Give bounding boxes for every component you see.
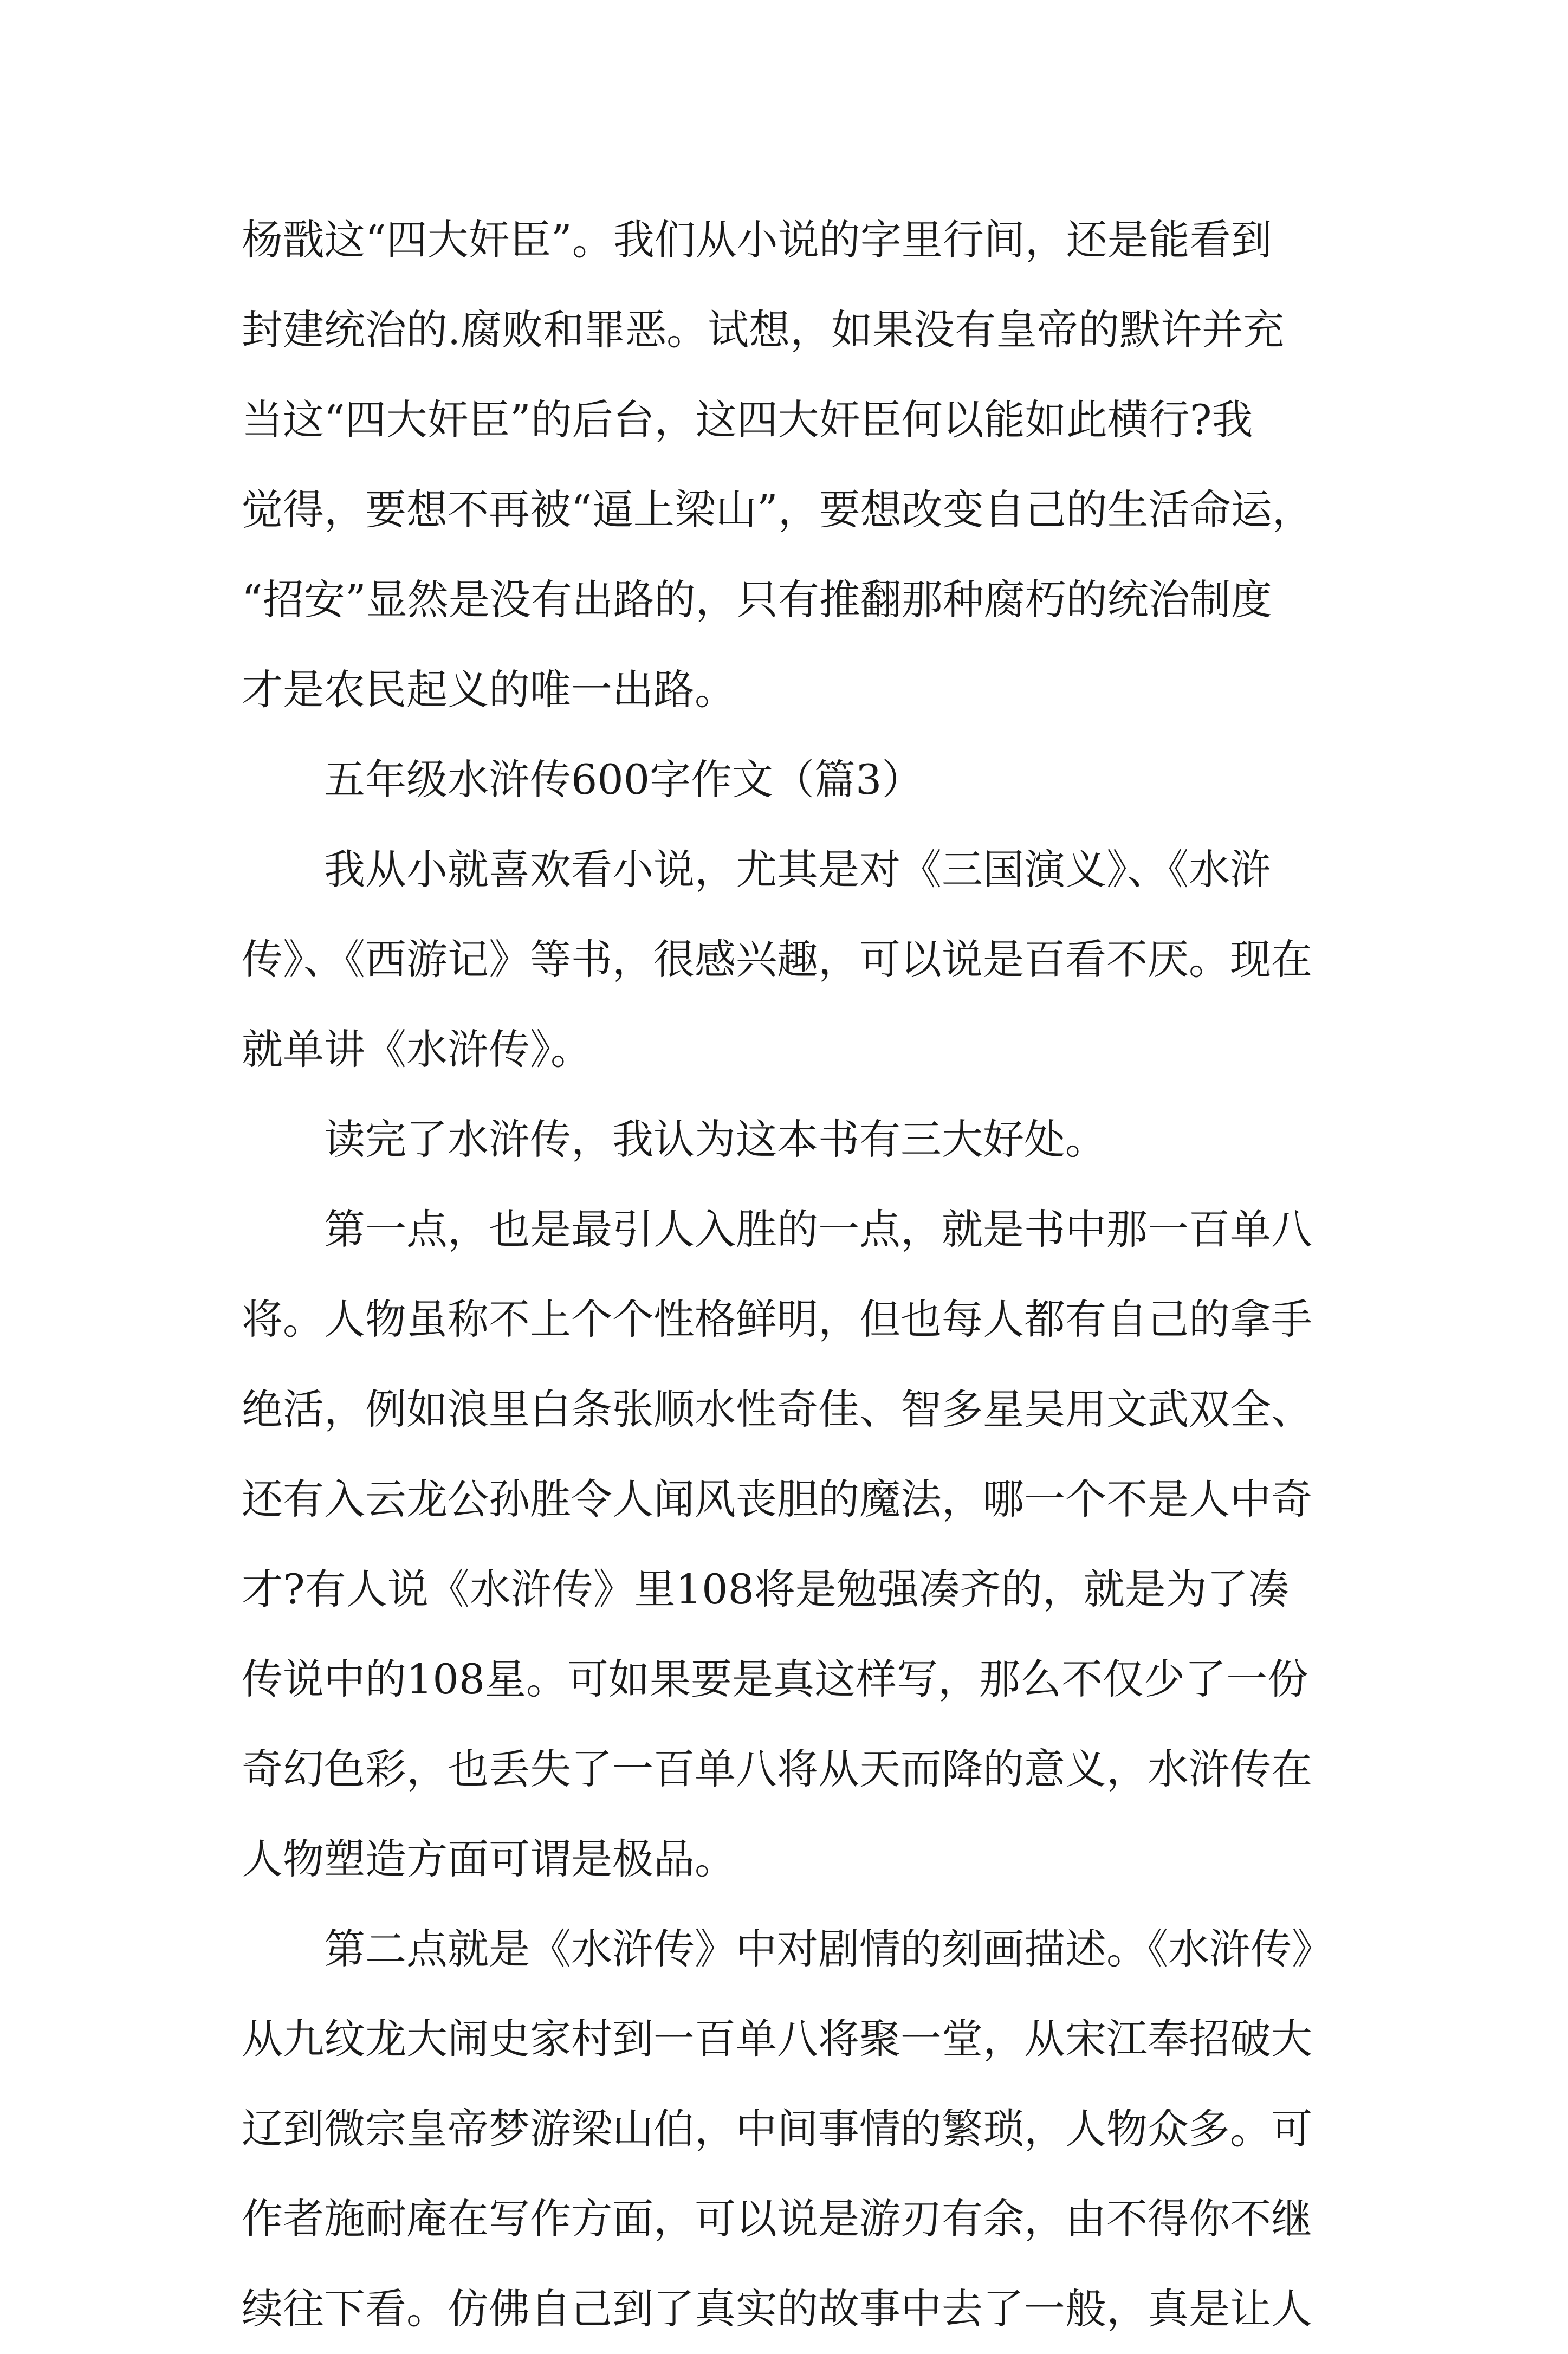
text-line: 就单讲《水浒传》。	[242, 1025, 592, 1073]
text-line: 第一点，也是最引人入胜的一点，就是书中那一百单八	[324, 1205, 1312, 1253]
text-line: 我从小就喜欢看小说，尤其是对《三国演义》、《水浒	[324, 845, 1271, 894]
section-heading: 五年级水浒传600字作文（篇3）	[324, 755, 923, 804]
text-line: 当这“四大奸臣”的后台，这四大奸臣何以能如此横行?我	[242, 396, 1253, 444]
text-line: 从九纹龙大闹史家村到一百单八将聚一堂，从宋江奉招破大	[242, 2015, 1312, 2063]
text-line: 读完了水浒传，我认为这本书有三大好处。	[324, 1115, 1106, 1163]
text-line: 杨戬这“四大奸臣”。我们从小说的字里行间，还是能看到	[242, 216, 1272, 264]
text-line: 人物塑造方面可谓是极品。	[242, 1835, 736, 1883]
text-line: 续往下看。仿佛自己到了真实的故事中去了一般，真是让人	[242, 2285, 1312, 2333]
text-line: 辽到微宗皇帝梦游梁山伯，中间事情的繁琐，人物众多。可	[242, 2105, 1312, 2153]
text-line: 作者施耐庵在写作方面，可以说是游刃有余，由不得你不继	[242, 2195, 1312, 2243]
text-line: 才?有人说《水浒传》里108将是勉强凑齐的，就是为了凑	[242, 1565, 1290, 1613]
text-line: 还有入云龙公孙胜令人闻风丧胆的魔法，哪一个不是人中奇	[242, 1475, 1312, 1523]
text-line: 才是农民起义的唯一出路。	[242, 665, 736, 714]
text-line: 传》、《西游记》等书，很感兴趣，可以说是百看不厌。现在	[242, 935, 1312, 984]
text-line: 封建统治的.腐败和罪恶。试想，如果没有皇帝的默许并充	[242, 306, 1285, 354]
text-line: 绝活，例如浪里白条张顺水性奇佳、智多星吴用文武双全、	[242, 1385, 1312, 1433]
text-line: “招安”显然是没有出路的，只有推翻那种腐朽的统治制度	[242, 575, 1272, 624]
body-text	[242, 195, 1390, 2354]
text-line: 第二点就是《水浒传》中对剧情的刻画描述。《水浒传》	[324, 1925, 1333, 1973]
text-line: 传说中的108星。可如果要是真这样写，那么不仅少了一份	[242, 1655, 1309, 1703]
text-line: 将。人物虽称不上个个性格鲜明，但也每人都有自己的拿手	[242, 1295, 1312, 1343]
text-line: 觉得，要想不再被“逼上梁山”，要想改变自己的生活命运，	[242, 486, 1313, 534]
text-line: 奇幻色彩，也丢失了一百单八将从天而降的意义，水浒传在	[242, 1745, 1312, 1793]
